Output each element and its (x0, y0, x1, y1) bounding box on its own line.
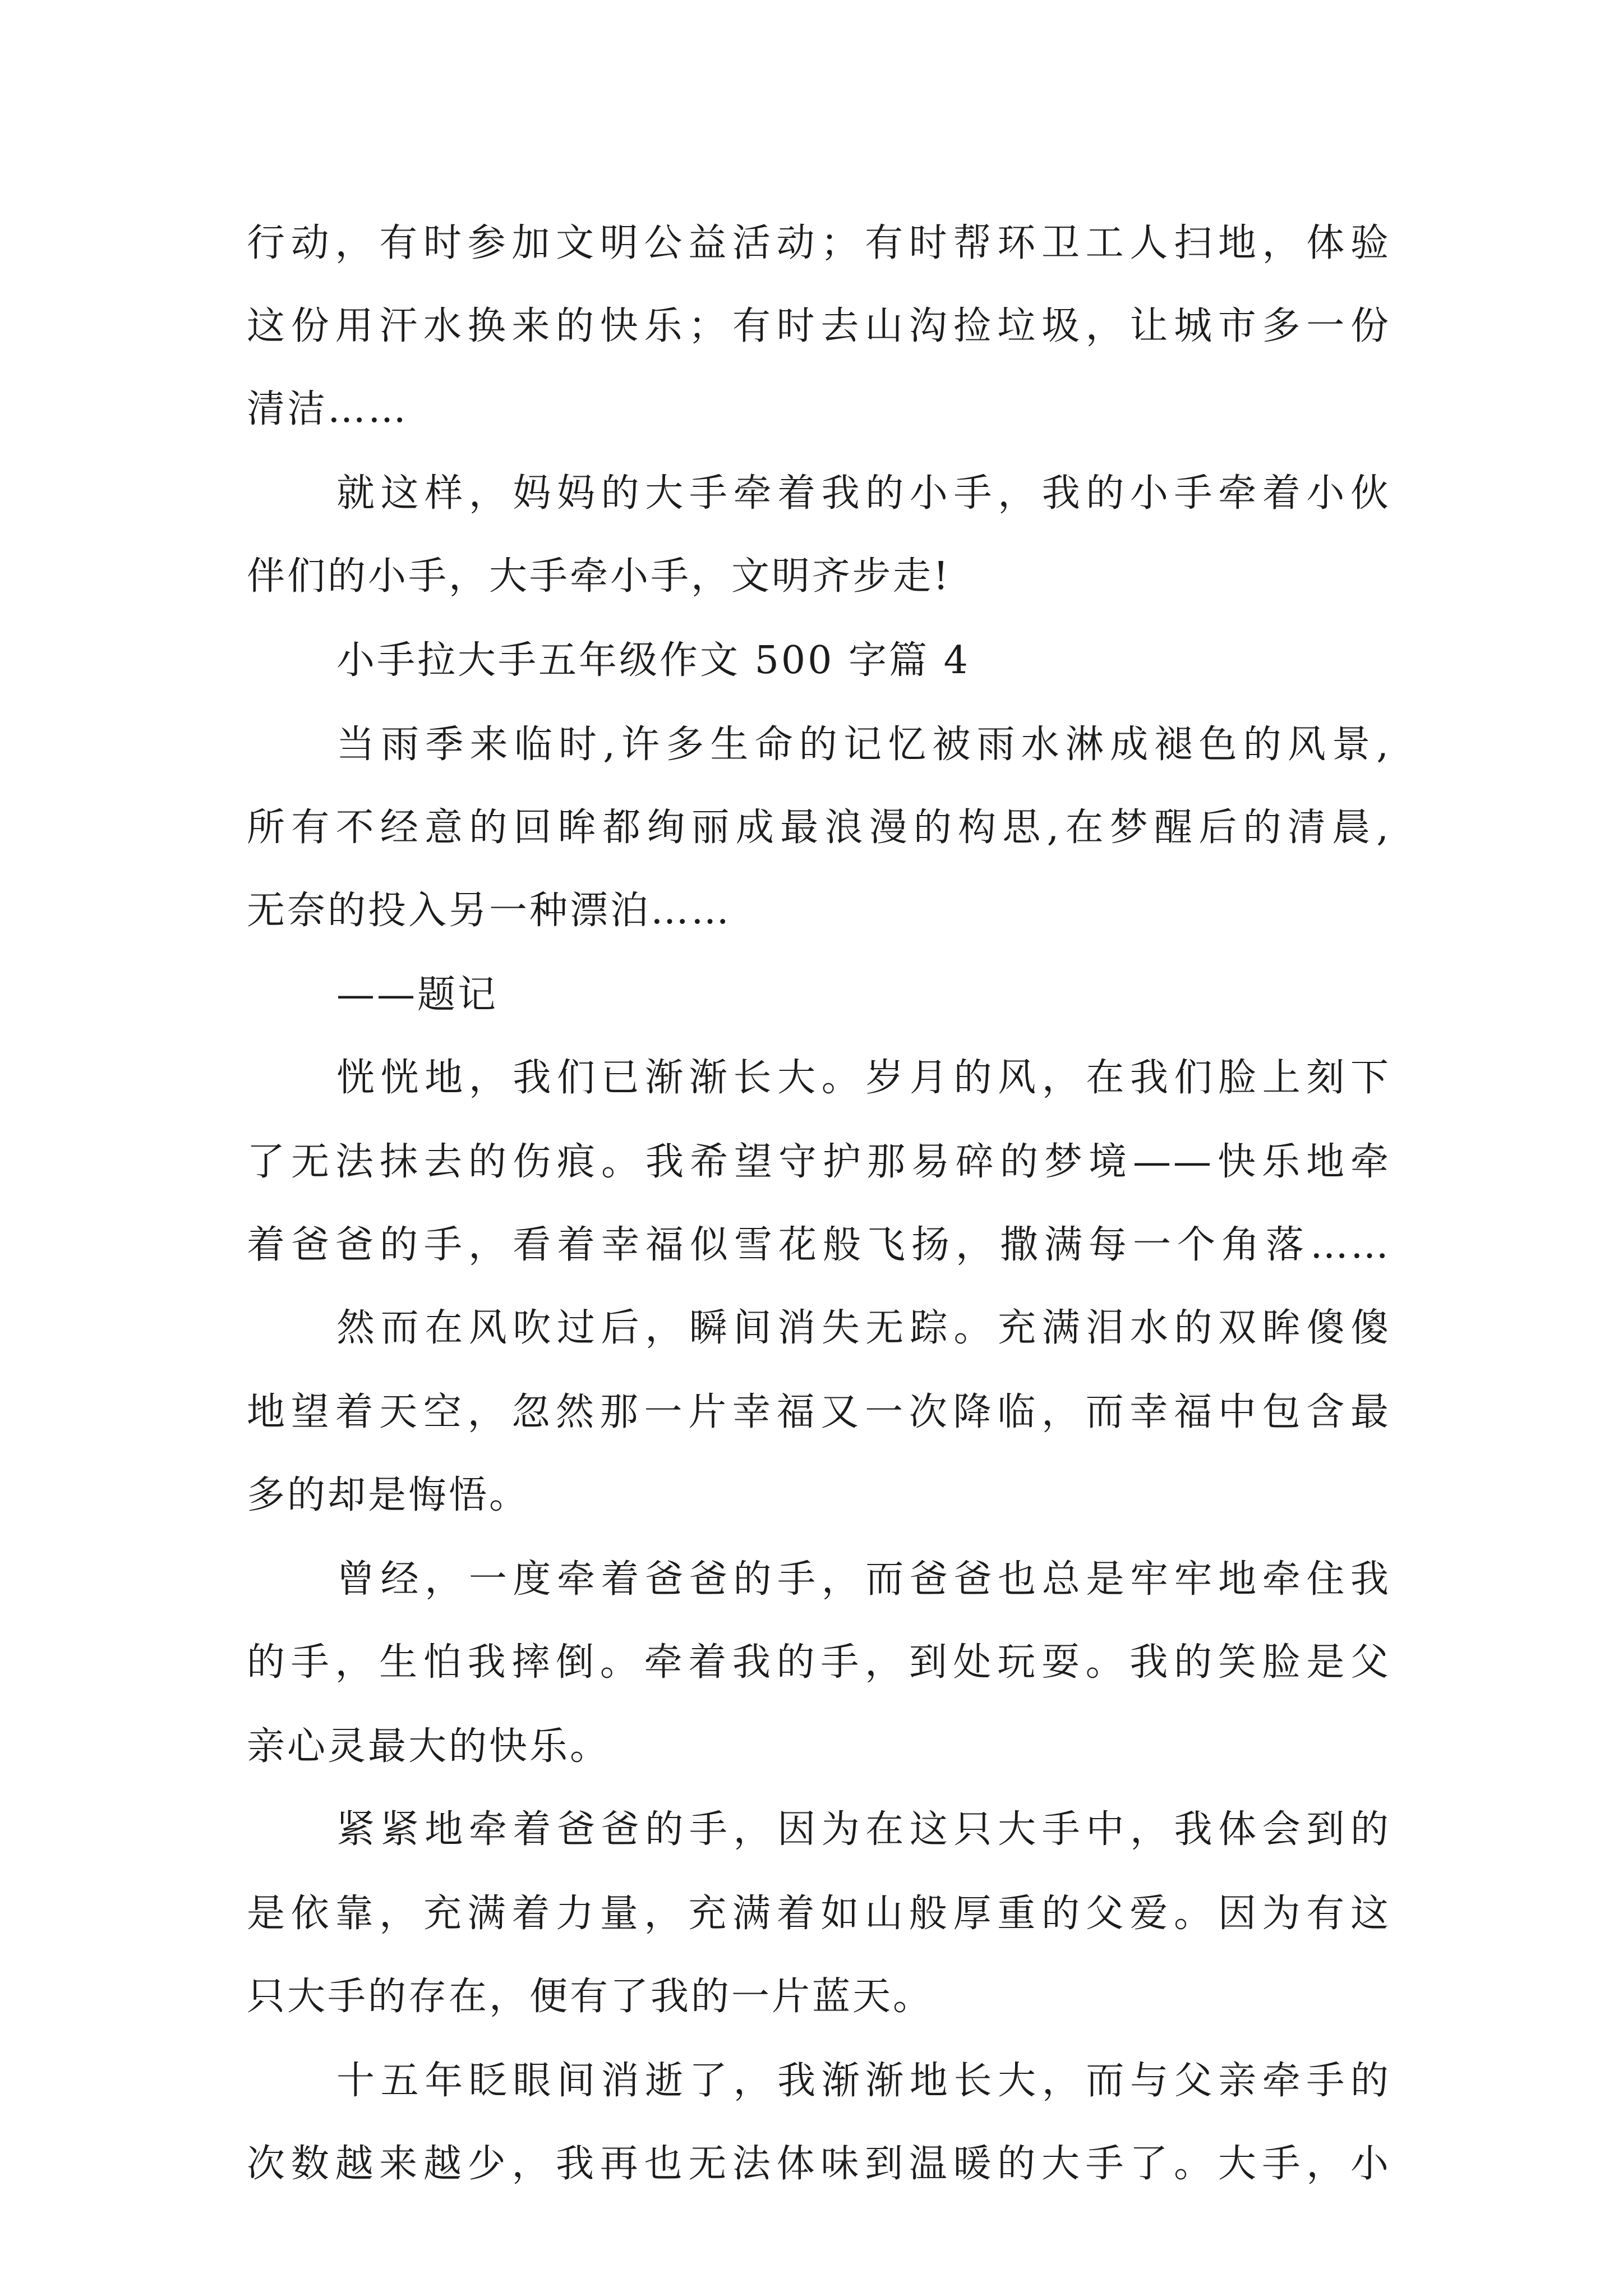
text-line: 当雨季来临时,许多生命的记忆被雨水淋成褪色的风景, (336, 723, 1391, 767)
text-line: 行动，有时参加文明公益活动；有时帮环卫工人扫地，体验 (247, 221, 1391, 265)
text-line: 次数越来越少，我再也无法体味到温暖的大手了。大手，小 (247, 2142, 1391, 2186)
section-heading: 小手拉大手五年级作文 500 字篇 4 (336, 638, 970, 683)
text-line: 然而在风吹过后，瞬间消失无踪。充满泪水的双眸傻傻 (336, 1306, 1391, 1350)
text-line: 恍恍地，我们已渐渐长大。岁月的风，在我们脸上刻下 (336, 1056, 1391, 1100)
text-line: 就这样，妈妈的大手牵着我的小手，我的小手牵着小伙 (336, 471, 1391, 516)
epigraph-attribution: ——题记 (336, 973, 499, 1017)
text-line: 清洁…… (247, 387, 409, 431)
text-line: 伴们的小手，大手牵小手，文明齐步走! (247, 554, 951, 599)
text-line: 多的却是悔悟。 (247, 1473, 530, 1517)
text-line: 曾经，一度牵着爸爸的手，而爸爸也总是牢牢地牵住我 (336, 1557, 1391, 1602)
text-line: 是依靠，充满着力量，充满着如山般厚重的父爱。因为有这 (247, 1892, 1391, 1936)
text-line: 着爸爸的手，看着幸福似雪花般飞扬，撒满每一个角落…… (247, 1223, 1391, 1267)
text-line: 亲心灵最大的快乐。 (247, 1724, 611, 1769)
text-line: 了无法抹去的伤痕。我希望守护那易碎的梦境——快乐地牵 (247, 1140, 1391, 1184)
text-line: 无奈的投入另一种漂泊…… (247, 889, 732, 933)
text-line: 只大手的存在，便有了我的一片蓝天。 (247, 1975, 934, 2019)
text-line: 地望着天空，忽然那一片幸福又一次降临，而幸福中包含最 (247, 1390, 1391, 1434)
text-line: 所有不经意的回眸都绚丽成最浪漫的构思,在梦醒后的清晨, (247, 806, 1391, 850)
text-line: 这份用汗水换来的快乐；有时去山沟捡垃圾，让城市多一份 (247, 304, 1391, 348)
text-line: 紧紧地牵着爸爸的手，因为在这只大手中，我体会到的 (336, 1807, 1391, 1852)
text-line: 十五年眨眼间消逝了，我渐渐地长大，而与父亲牵手的 (336, 2059, 1391, 2103)
text-line: 的手，生怕我摔倒。牵着我的手，到处玩耍。我的笑脸是父 (247, 1640, 1391, 1685)
